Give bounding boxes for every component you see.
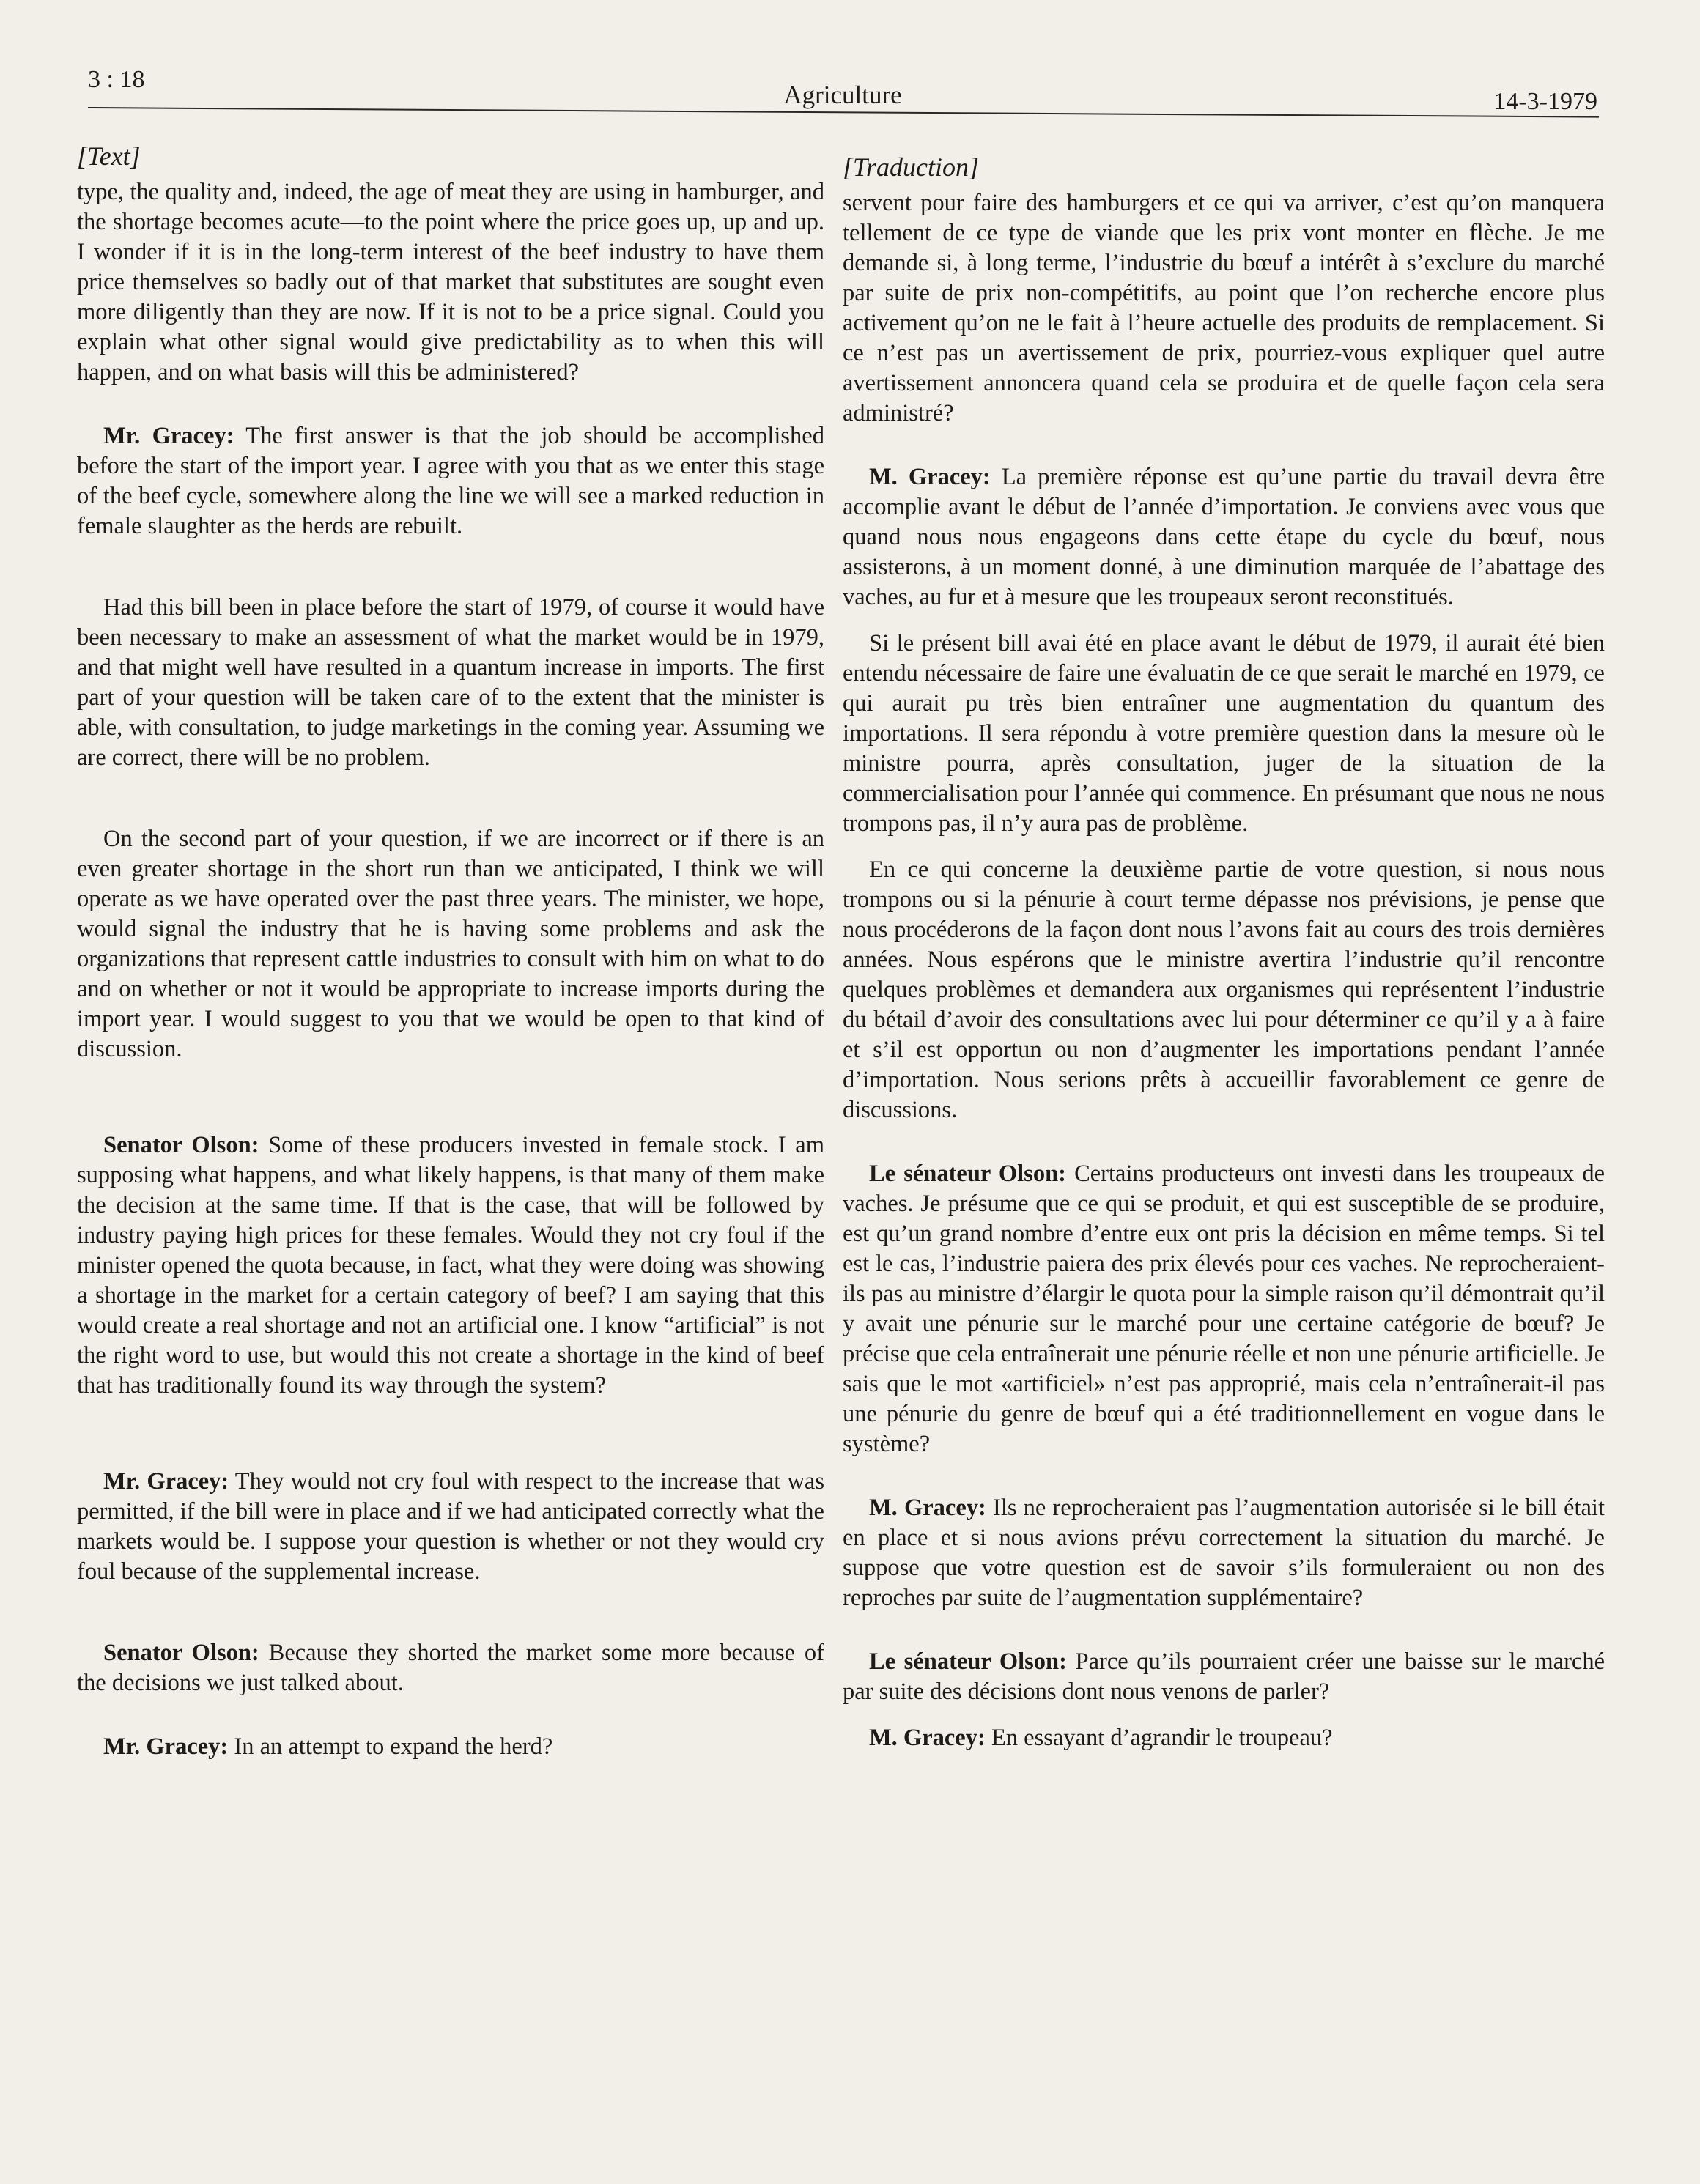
- paragraph-text: En essayant d’agrandir le troupeau?: [985, 1725, 1333, 1751]
- speaker-name: Mr. Gracey:: [103, 423, 234, 449]
- paragraph-text: Ils ne reprocheraient pas l’augmentation autorisée si le bill était en place et si nous avions prévu correctement la situation du marché. Je suppose que votre question est de savoir s’ils formuleraient ou non des reproches par suite de l’augmentation supplémentaire?: [843, 1495, 1605, 1611]
- paragraph: [77, 1732, 824, 1762]
- paragraph: [77, 421, 824, 541]
- paragraph: [843, 1647, 1605, 1707]
- paragraph-text: Certains producteurs ont investi dans les troupeaux de vaches. Je présume que ce qui se produit, et qui est susceptible de se produire, est qu’un grand nombre d’entre eux ont pris la décision en même temps. Si tel est le cas, l’industrie paiera des prix élevés pour ces vaches. Ne reprocheraient-ils pas au ministre d’élargir le quota pour la simple raison qu’il démontrait qu’il y avait une pénurie sur le marché pour une certaine catégorie de bœuf? Je précise que cela entraînerait une pénurie réelle et non une pénurie artificielle. Je sais que le mot «artificiel» n’est pas approprié, mais cela n’entraînerait-il pas une pénurie du genre de bœuf qui a été traditionnellement en vogue dans le système?: [843, 1161, 1605, 1457]
- paragraph: [843, 1723, 1605, 1753]
- french-tag: [Traduction]: [843, 152, 980, 182]
- french-column: [843, 150, 1605, 1753]
- paragraph-text: In an attempt to expand the herd?: [228, 1733, 553, 1760]
- speaker-name: Mr. Gracey:: [103, 1733, 229, 1760]
- page-header: [88, 66, 1597, 115]
- section-title: Agriculture: [783, 81, 902, 109]
- paragraph-text: They would not cry foul with respect to the increase that was permitted, if the bill were in place and if we had anticipated correctly what the markets would be. I suppose your question is whether or not they would cry foul because of the supplemental increase.: [77, 1468, 824, 1585]
- paragraph: [77, 1638, 824, 1698]
- paragraph: type, the quality and, indeed, the age of meat they are using in hamburger, and the shortage becomes acute—to the point where the price goes up, up and up. I wonder if it is in the long-term interest of the beef industry to have them price themselves so badly out of that market that substitutes are sought even more diligently than they are now. If it is not to be a price signal. Could you explain what other signal would give predictability as to when this will happen, and on what basis will this be administered?: [77, 179, 824, 385]
- paragraph: [843, 1493, 1605, 1613]
- paragraph-text: Because they shorted the market some more because of the decisions we just talked about.: [77, 1640, 824, 1696]
- paragraph-text: Parce qu’ils pourraient créer une baisse sur le marché par suite des décisions dont nous venons de parler?: [843, 1648, 1605, 1705]
- english-column: [77, 139, 824, 1762]
- speaker-name: M. Gracey:: [869, 464, 991, 490]
- paragraph: [843, 462, 1605, 612]
- speaker-name: Senator Olson:: [103, 1132, 259, 1158]
- speaker-name: M. Gracey:: [869, 1725, 986, 1751]
- page-number: 3 : 18: [88, 66, 145, 93]
- paragraph: [77, 1130, 824, 1401]
- paragraph-text: Some of these producers invested in female stock. I am supposing what happens, and what likely happens, is that many of them make the decision at the same time. If that is the case, that will be followed by industry paying high prices for these females. Would they not cry foul if the minister opened the quota because, in fact, what they were doing was showing a shortage in the market for a certain category of beef? I am saying that this would create a real shortage and not an artificial one. I know “artificial” is not the right word to use, but would this not create a shortage in the kind of beef that has traditionally found its way through the system?: [77, 1132, 824, 1399]
- speaker-name: Le sénateur Olson:: [869, 1161, 1066, 1187]
- paragraph: [843, 1159, 1605, 1459]
- paragraph: Had this bill been in place before the start of 1979, of course it would have been necessary to make an assessment of what the market would be in 1979, and that might well have resulted in a quantum increase in imports. The first part of your question will be taken care of to the extent that the minister is able, with consultation, to judge marketings in the coming year. Assuming we are correct, there will be no problem.: [77, 594, 824, 771]
- paragraph: servent pour faire des hamburgers et ce qui va arriver, c’est qu’on manquera tellement de ce type de viande que les prix vont monter en flèche. Je me demande si, à long terme, l’industrie du bœuf a intérêt à s’exclure du marché par suite de prix non-compétitifs, au point que l’on recherche encore plus activement qu’on ne le fait à l’heure actuelle des produits de remplacement. Si ce n’est pas un avertissement de prix, pourriez-vous expliquer quel autre avertissement annoncera quand cela se produira et de quelle façon cela sera administré?: [843, 190, 1605, 426]
- paragraph: [77, 1467, 824, 1587]
- speaker-name: Mr. Gracey:: [103, 1468, 229, 1495]
- paragraph: En ce qui concerne la deuxième partie de votre question, si nous nous trompons ou si la pénurie à court terme dépasse nos prévisions, je pense que nous procéderons de la façon dont nous l’avons fait au cours des trois dernières années. Nous espérons que le ministre avertira l’industrie qu’il rencontre quelques problèmes et demandera aux organismes qui représentent l’industrie du bétail d’avoir des consultations avec lui pour déterminer ce qu’il y a à faire et s’il est opportun ou non d’augmenter les importations pendant l’année d’importation. Nous serions prêts à accueillir favorablement ce genre de discussions.: [843, 856, 1605, 1123]
- speaker-name: Senator Olson:: [103, 1640, 259, 1666]
- paragraph-text: La première réponse est qu’une partie du travail devra être accomplie avant le début de l’année d’importation. Je conviens avec vous que quand nous nous engageons dans cette étape du cycle du bœuf, nous assisterons, à un moment donné, à une diminution marquée de l’abattage des vaches, au fur et à mesure que les troupeaux seront reconstitués.: [843, 464, 1605, 610]
- paragraph-text: The first answer is that the job should be accomplished before the start of the import year. I agree with you that as we enter this stage of the beef cycle, somewhere along the line we will see a marked reduction in female slaughter as the herds are rebuilt.: [77, 423, 824, 539]
- paragraph: On the second part of your question, if we are incorrect or if there is an even greater shortage in the short run than we anticipated, I think we will operate as we have operated over the past three years. The minister, we hope, would signal the industry that he is having some problems and ask the organizations that represent cattle industries to consult with him on what to do and on whether or not it would be appropriate to increase imports during the import year. I would suggest to you that we would be open to that kind of discussion.: [77, 826, 824, 1062]
- page-date: 14-3-1979: [1493, 88, 1597, 115]
- paragraph: Si le présent bill avai été en place avant le début de 1979, il aurait été bien entendu nécessaire de faire une évaluatin de ce que serait le marché en 1979, ce qui aurait pu très bien entraîner une augmentation du quantum des importations. Il sera répondu à votre première question dans la mesure où le ministre pourra, après consultation, juger de la situation de la commercialisation pour l’année qui commence. En présumant que nous ne nous trompons pas, il n’y aura pas de problème.: [843, 630, 1605, 837]
- english-tag: [Text]: [77, 141, 141, 171]
- speaker-name: M. Gracey:: [869, 1495, 986, 1521]
- speaker-name: Le sénateur Olson:: [869, 1648, 1067, 1675]
